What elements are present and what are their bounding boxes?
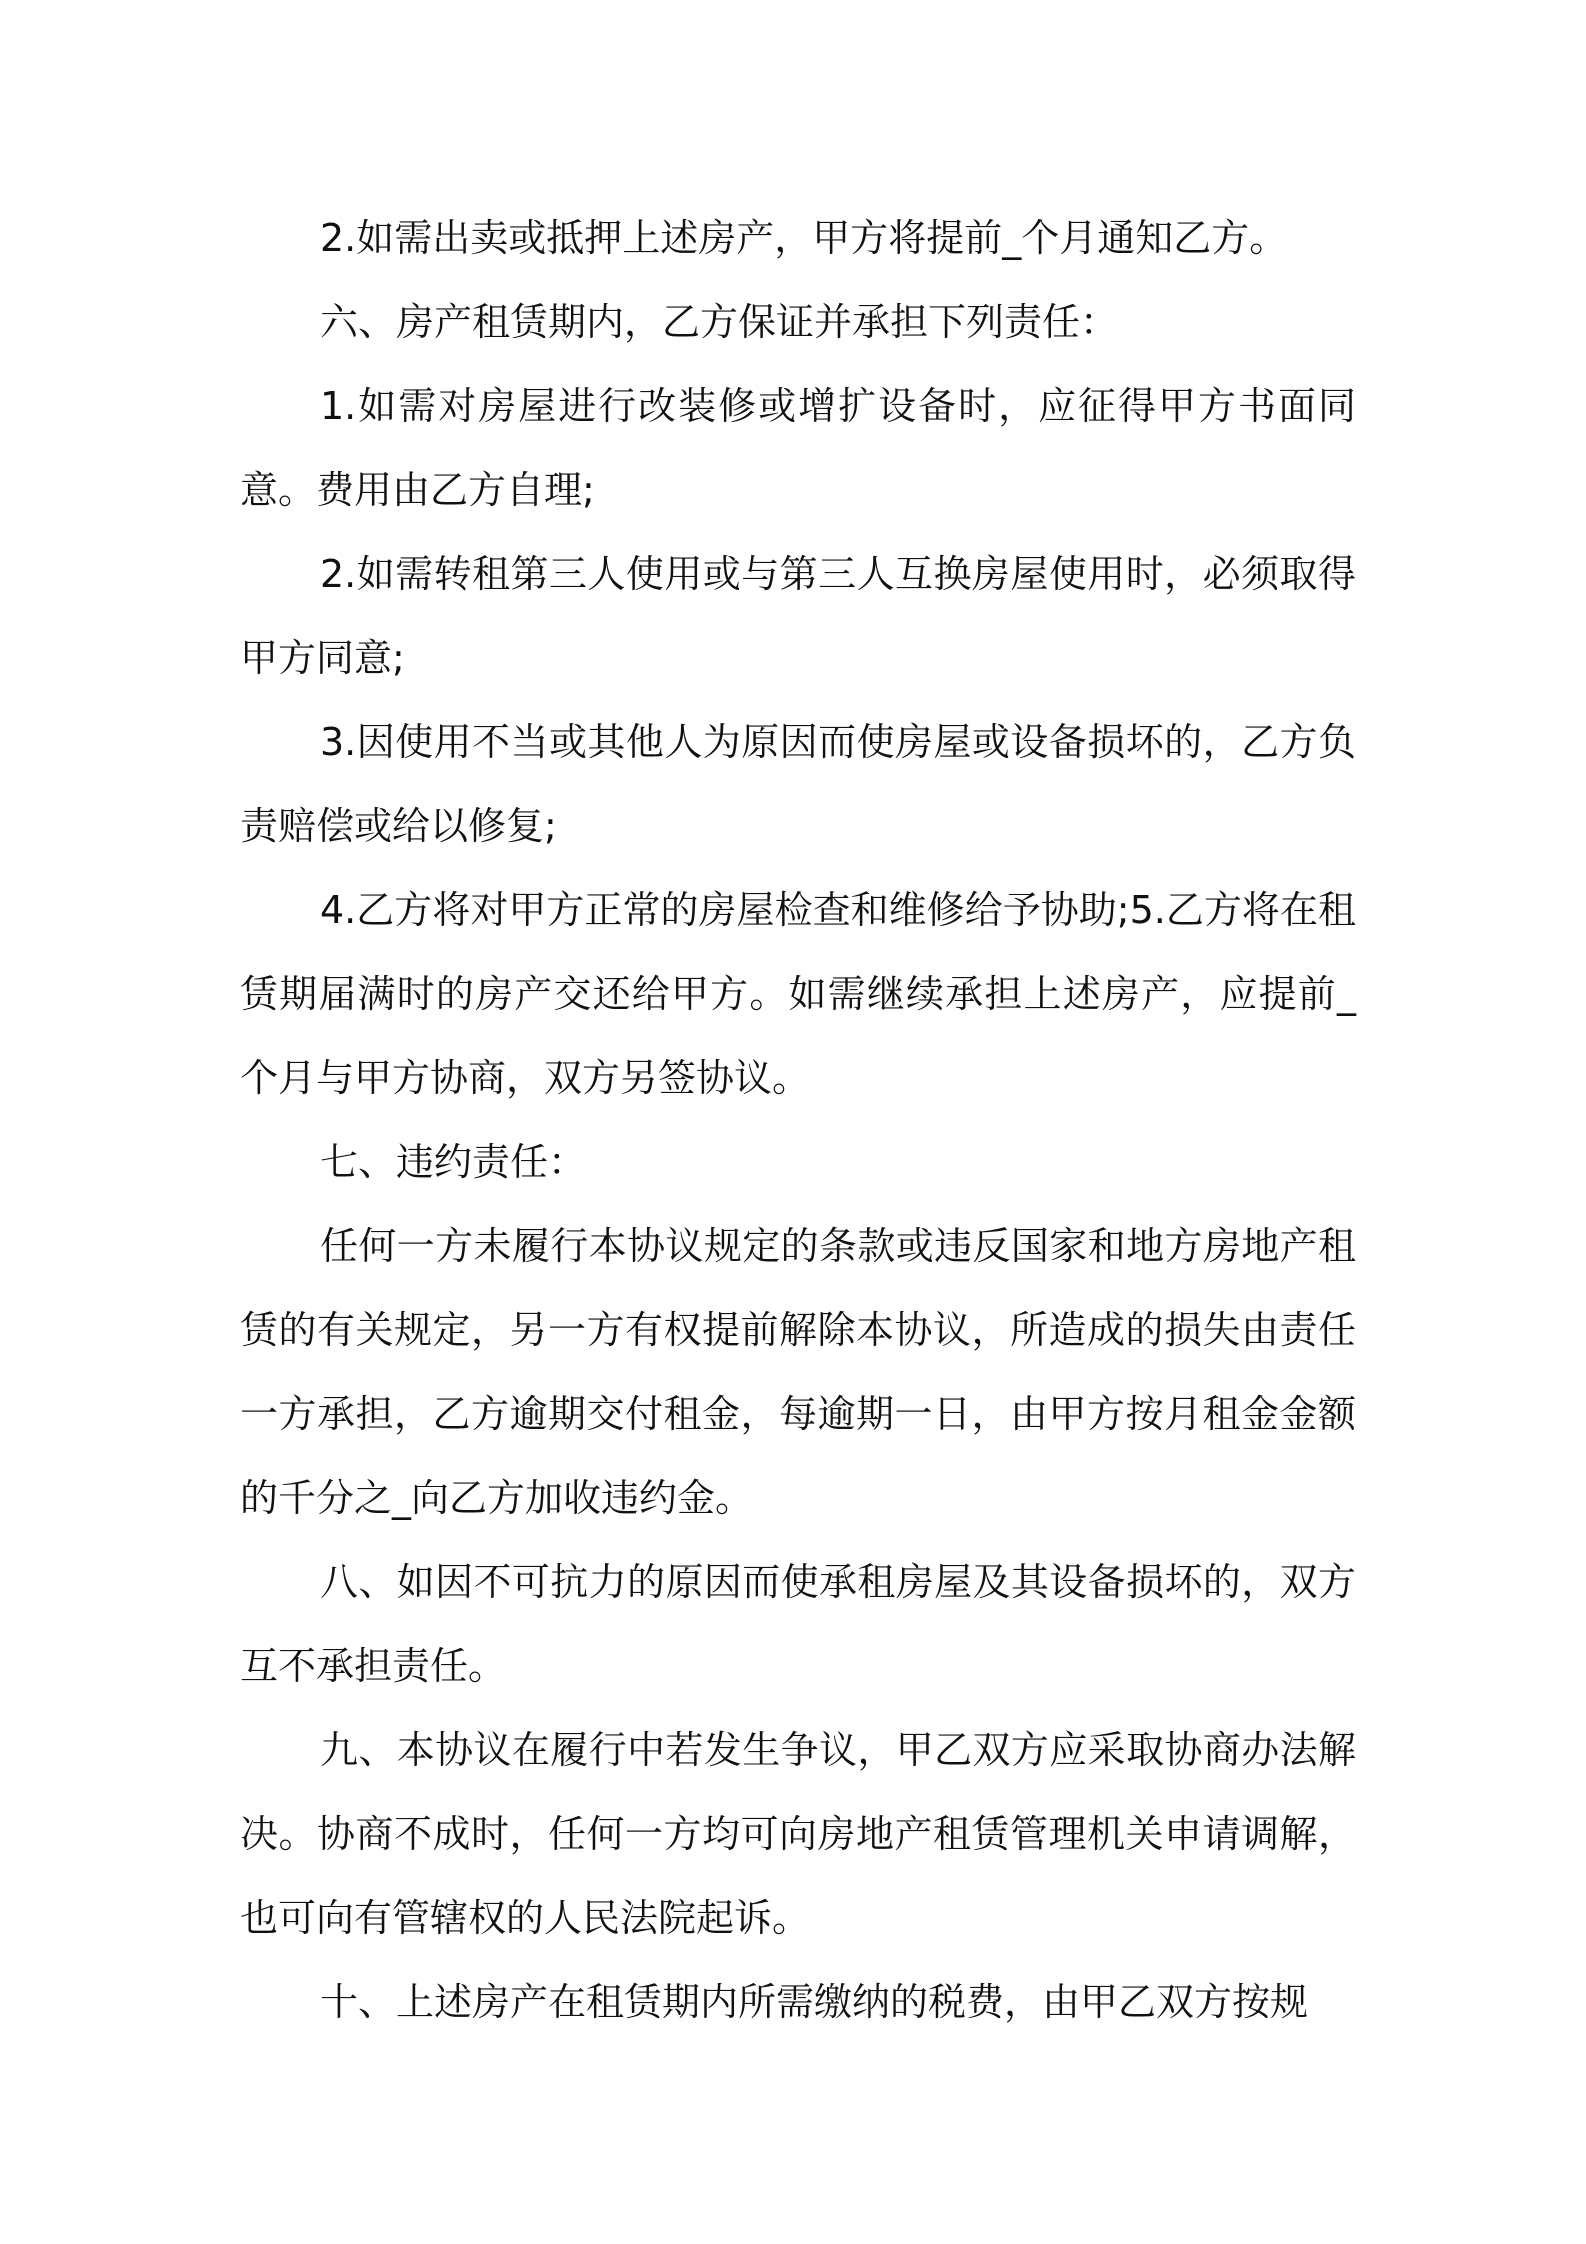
section-heading-seven: 七、违约责任： xyxy=(320,1140,587,1184)
section-eight-force-majeure: 八、如因不可抗力的原因而使承租房屋及其设备损坏的，双方互不承担责任。 xyxy=(240,1560,1356,1688)
section-heading-six: 六、房产租赁期内，乙方保证并承担下列责任： xyxy=(320,300,1119,344)
paragraph-sublet-consent: 2.如需转租第三人使用或与第三人互换房屋使用时，必须取得甲方同意; xyxy=(240,552,1356,680)
paragraph-sale-mortgage-notice: 2.如需出卖或抵押上述房产，甲方将提前_个月通知乙方。 xyxy=(320,216,1288,260)
paragraph-inspection-return: 4.乙方将对甲方正常的房屋检查和维修给予协助;5.乙方将在租赁期届满时的房产交还给甲方。如需继续承担上述房产，应提前_个月与甲方协商，双方另签协议。 xyxy=(240,888,1356,1100)
paragraph-breach-liability: 任何一方未履行本协议规定的条款或违反国家和地方房地产租赁的有关规定，另一方有权提前解除本协议，所造成的损失由责任一方承担，乙方逾期交付租金，每逾期一日，由甲方按月租金金额的千分之_向乙方加收违约金。 xyxy=(240,1224,1356,1520)
document-body xyxy=(240,196,1356,2044)
paragraph-damage-compensation: 3.因使用不当或其他人为原因而使房屋或设备损坏的，乙方负责赔偿或给以修复; xyxy=(240,720,1356,848)
section-ten-taxes: 十、上述房产在租赁期内所需缴纳的税费，由甲乙双方按规 xyxy=(320,1980,1309,2024)
section-nine-dispute-resolution: 九、本协议在履行中若发生争议，甲乙双方应采取协商办法解决。协商不成时，任何一方均可向房地产租赁管理机关申请调解，也可向有管辖权的人民法院起诉。 xyxy=(240,1728,1356,1940)
paragraph-renovation-consent: 1.如需对房屋进行改装修或增扩设备时，应征得甲方书面同意。费用由乙方自理; xyxy=(240,384,1356,512)
